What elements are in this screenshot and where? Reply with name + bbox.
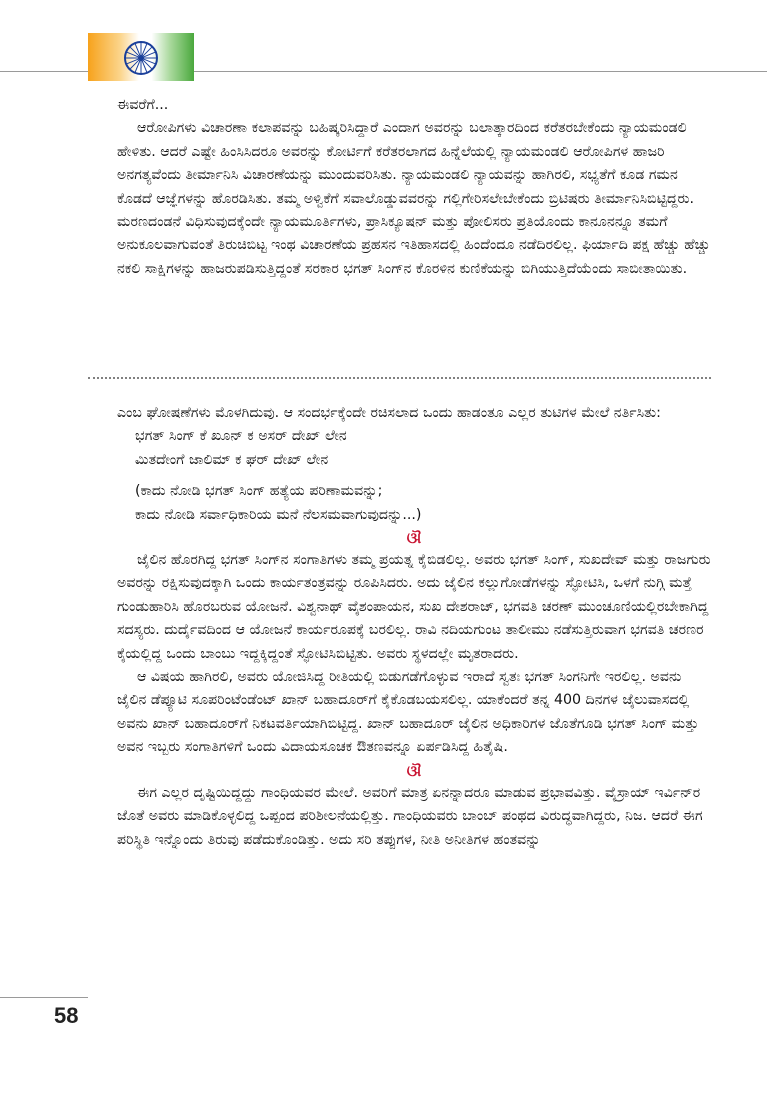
song-verse-line: ಮಿತದೇಂಗೆ ಜಾಲಿಮ್ ಕ ಘರ್ ದೇಖ್ ಲೇನ: [135, 451, 329, 468]
ashoka-chakra-icon: [122, 39, 160, 77]
recap-label: ಈವರೆಗೆ...: [117, 97, 169, 113]
footer-rule: [0, 997, 88, 998]
page-number: 58: [54, 1003, 79, 1028]
section-ornament: ଔ: [406, 761, 422, 780]
chapter-body: [117, 402, 711, 852]
section-divider: [88, 377, 711, 379]
intro-paragraph: ಎಂಬ ಘೋಷಣೆಗಳು ಮೊಳಗಿದುವು. ಆ ಸಂದರ್ಭಕ್ಕೆಂದೇ ರಚಿಸಲಾದ ಒಂದು ಹಾಡಂತೂ ಎಲ್ಲರ ತುಟಿಗಳ ಮೇಲೆ ನರ್ತಿಸಿತು:: [117, 405, 661, 421]
song-translation-line: (ಕಾದು ನೋಡಿ ಭಗತ್ ಸಿಂಗ್ ಹತ್ಯೆಯ ಪರಿಣಾಮವನ್ನು;: [135, 483, 383, 500]
recap-paragraph: ಆರೋಪಿಗಳು ವಿಚಾರಣಾ ಕಲಾಪವನ್ನು ಬಹಿಷ್ಕರಿಸಿದ್ದಾರೆ ಎಂದಾಗ ಅವರನ್ನು ಬಲಾತ್ಕಾರದಿಂದ ಕರೆತರಬೇಕೆಂದು ನ್ಯಾಯಮಂಡಲಿ ಹೇಳಿತು. ಆದರೆ ಎಷ್ಟೇ ಹಿಂಸಿಸಿದರೂ ಅವರನ್ನು ಕೋರ್ಟಿಗೆ ಕರೆತರಲಾಗದ ಹಿನ್ನೆಲೆಯಲ್ಲಿ ನ್ಯಾಯಮಂಡಲಿ ಆರೋಪಿಗಳ ಹಾಜರಿ ಅನಗತ್ಯವೆಂದು ತೀರ್ಮಾನಿಸಿ ವಿಚಾರಣೆಯನ್ನು ಮುಂದುವರಿಸಿತು. ನ್ಯಾಯಮಂಡಲಿ ನ್ಯಾಯವನ್ನು ಹಾಗಿರಲಿ, ಸಭ್ಯತೆಗೆ ಕೂಡ ಗಮನ ಕೊಡದೆ ಆಜ್ಞೆಗಳನ್ನು ಹೊರಡಿಸಿತು. ತಮ್ಮ ಅಳ್ವಿಕೆಗೆ ಸವಾಲೊಡ್ಡುವವರನ್ನು ಗಲ್ಲಿಗೇರಿಸಲೇಬೇಕೆಂದು ಬ್ರಿಟಿಷರು ತೀರ್ಮಾನಿಸಿಬಿಟ್ಟಿದ್ದರು. ಮರಣದಂಡನೆ ವಿಧಿಸುವುದಕ್ಕೆಂದೇ ನ್ಯಾಯಮೂರ್ತಿಗಳು, ಪ್ರಾಸಿಕ್ಯೂಷನ್ ಮತ್ತು ಪೋಲಿಸರು ಪ್ರತಿಯೊಂದು ಕಾನೂನನ್ನೂ ತಮಗೆ ಅನುಕೂಲವಾಗುವಂತೆ ತಿರುಚಿಬಿಟ್ಟ ಇಂಥ ವಿಚಾರಣೆಯ ಪ್ರಹಸನ ಇತಿಹಾಸದಲ್ಲಿ ಹಿಂದೆಂದೂ ನಡೆದಿರಲಿಲ್ಲ. ಫಿರ್ಯಾದಿ ಪಕ್ಷ ಹೆಚ್ಚು ಹೆಚ್ಚು ನಕಲಿ ಸಾಕ್ಷಿಗಳನ್ನು ಹಾಜರುಪಡಿಸುತ್ತಿದ್ದಂತೆ ಸರಕಾರ ಭಗತ್ ಸಿಂಗ್‌ನ ಕೊರಳಿನ ಕುಣಿಕೆಯನ್ನು ಬಿಗಿಯುತ್ತಿದೆಯೆಂದು ಸಾಬೀತಾಯಿತು.: [117, 120, 711, 277]
body-paragraph: ಜೈಲಿನ ಹೊರಗಿದ್ದ ಭಗತ್ ಸಿಂಗ್‌ನ ಸಂಗಾತಿಗಳು ತಮ್ಮ ಪ್ರಯತ್ನ ಕೈಬಿಡಲಿಲ್ಲ. ಅವರು ಭಗತ್ ಸಿಂಗ್, ಸುಖದೇವ್ ಮತ್ತು ರಾಜಗುರು ಅವರನ್ನು ರಕ್ಷಿಸುವುದಕ್ಕಾಗಿ ಒಂದು ಕಾರ್ಯತಂತ್ರವನ್ನು ರೂಪಿಸಿದರು. ಅದು ಜೈಲಿನ ಕಲ್ಲುಗೋಡೆಗಳನ್ನು ಸ್ಫೋಟಿಸಿ, ಒಳಗೆ ನುಗ್ಗಿ ಮತ್ತೆ ಗುಂಡುಹಾರಿಸಿ ಹೊರಬರುವ ಯೋಜನೆ. ವಿಶ್ವನಾಥ್ ವೈಶಂಪಾಯನ, ಸುಖ ದೇಶರಾಜ್, ಭಗವತಿ ಚರಣ್ ಮುಂಚೂಣಿಯಲ್ಲಿರಬೇಕಾಗಿದ್ದ ಸದಸ್ಯರು. ದುರ್ದೈವದಿಂದ ಆ ಯೋಜನೆ ಕಾರ್ಯರೂಪಕ್ಕೆ ಬರಲಿಲ್ಲ. ರಾವಿ ನದಿಯಗುಂಟ ತಾಲೀಮು ನಡೆಸುತ್ತಿರುವಾಗ ಭಗವತಿ ಚರಣರ ಕೈಯಲ್ಲಿದ್ದ ಒಂದು ಬಾಂಬು ಇದ್ದಕ್ಕಿದ್ದಂತೆ ಸ್ಫೋಟಿಸಿಬಿಟ್ಟಿತು. ಅವರು ಸ್ಥಳದಲ್ಲೇ ಮೃತರಾದರು.: [117, 552, 711, 662]
song-verse-line: ಭಗತ್ ಸಿಂಗ್ ಕೆ ಖೂನ್ ಕ ಅಸರ್ ದೇಖ್ ಲೇನ: [135, 428, 347, 445]
body-paragraph: ಆ ವಿಷಯ ಹಾಗಿರಲಿ, ಅವರು ಯೋಜಿಸಿದ್ದ ರೀತಿಯಲ್ಲಿ ಬಿಡುಗಡೆಗೊಳ್ಳುವ ಇರಾದೆ ಸ್ವತಃ ಭಗತ್ ಸಿಂಗನಿಗೇ ಇರಲಿಲ್ಲ. ಅವನು ಜೈಲಿನ ಡೆಪ್ಯೂಟಿ ಸೂಪರಿಂಟೆಂಡೆಂಟ್ ಖಾನ್ ಬಹಾದೂರ್‌ಗೆ ಕೈಕೊಡಬಯಸಲಿಲ್ಲ. ಯಾಕೆಂದರೆ ತನ್ನ 400 ದಿನಗಳ ಜೈಲುವಾಸದಲ್ಲಿ ಅವನು ಖಾನ್ ಬಹಾದೂರ್‌ಗೆ ನಿಕಟವರ್ತಿಯಾಗಿಬಿಟ್ಟಿದ್ದ. ಖಾನ್ ಬಹಾದೂರ್ ಜೈಲಿನ ಅಧಿಕಾರಿಗಳ ಜೊತೆಗೂಡಿ ಭಗತ್ ಸಿಂಗ್ ಮತ್ತು ಅವನ ಇಬ್ಬರು ಸಂಗಾತಿಗಳಿಗೆ ಒಂದು ವಿದಾಯಸೂಚಕ ಔತಣವನ್ನೂ ಏರ್ಪಡಿಸಿದ್ದ ಹಿತೈಷಿ.: [117, 669, 699, 756]
section-ornament: ଔ: [406, 529, 422, 548]
song-translation-line: ಕಾದು ನೋಡಿ ಸರ್ವಾಧಿಕಾರಿಯ ಮನೆ ನೆಲಸಮವಾಗುವುದನ್ನು...): [135, 506, 422, 523]
body-paragraph: ಈಗ ಎಲ್ಲರ ದೃಷ್ಟಿಯಿದ್ದದ್ದು ಗಾಂಧಿಯವರ ಮೇಲೆ. ಅವರಿಗೆ ಮಾತ್ರ ಏನನ್ನಾದರೂ ಮಾಡುವ ಪ್ರಭಾವವಿತ್ತು. ವೈಸ್ರಾಯ್ ಇರ್ವಿನ್‌ರ ಜೊತೆ ಅವರು ಮಾಡಿಕೊಳ್ಳಲಿದ್ದ ಒಪ್ಪಂದ ಪರಿಶೀಲನೆಯಲ್ಲಿತ್ತು. ಗಾಂಧಿಯವರು ಬಾಂಬ್ ಪಂಥದ ವಿರುದ್ಧವಾಗಿದ್ದರು, ನಿಜ. ಆದರೆ ಈಗ ಪರಿಸ್ಥಿತಿ ಇನ್ನೊಂದು ತಿರುವು ಪಡೆದುಕೊಂಡಿತ್ತು. ಅದು ಸರಿ ತಪ್ಪುಗಳ, ನೀತಿ ಅನೀತಿಗಳ ಹಂತವನ್ನು: [117, 784, 703, 848]
flag-banner: [88, 33, 194, 81]
recap-section: [117, 94, 711, 281]
